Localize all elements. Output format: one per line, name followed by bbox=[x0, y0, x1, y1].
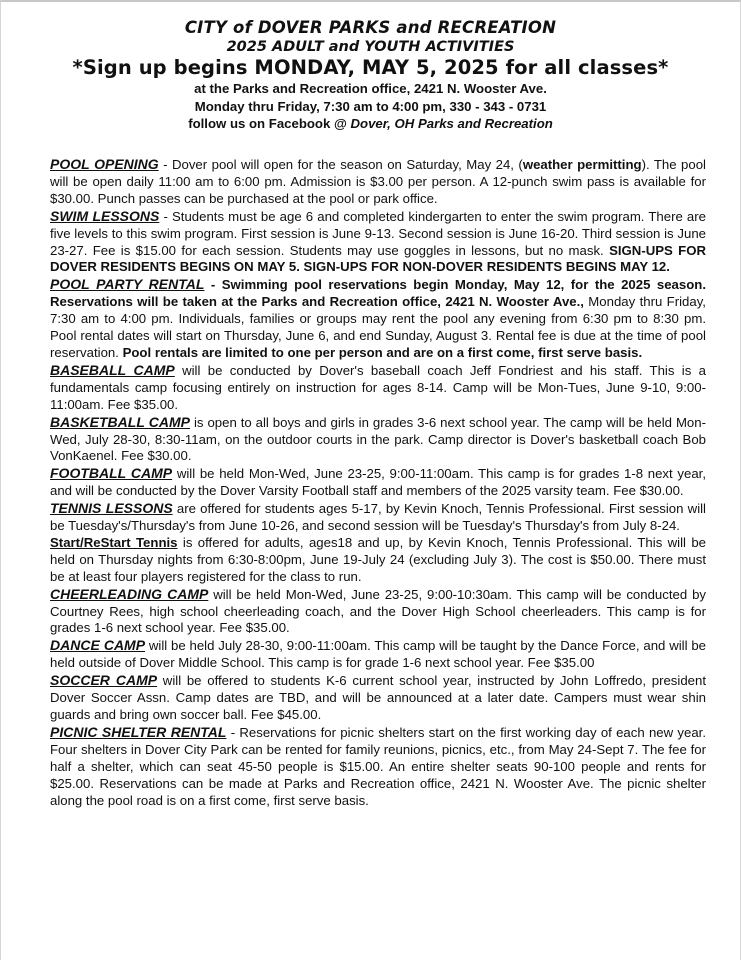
section-text: Monday thru Friday, 7:30 am to 4:00 pm. Individuals, families or groups may rent the pool any evening from 6:30 pm to 8:30 pm. Pool rental dates will start on Thursday, June 6, and end Sunday, August 3. Rental fee is due at the time of pool reservation. bbox=[50, 294, 706, 360]
office-address: at the Parks and Recreation office, 2421 N. Wooster Ave. bbox=[194, 81, 547, 96]
facebook-line bbox=[1, 115, 740, 133]
section-text: is open to all boys and girls in grades 3-6 next school year. The camp will be held Mon-Wed, July 28-30, 8:30-11am, on the outdoor courts in the park. Camp director is Dover's basketball coach Bob VonKaenel. Fee $30.00. bbox=[50, 414, 706, 464]
section-soccer-camp bbox=[50, 672, 706, 724]
section-text: will be held July 28-30, 9:00-11:00am. This camp will be taught by the Dance Force, and will be held outside of Dover Middle School. This camp is for grade 1-6 next school year. Fee $35.00 bbox=[50, 638, 706, 671]
flyer-header bbox=[1, 2, 740, 133]
section-text: is offered for adults, ages18 and up, by Kevin Knoch, Tennis Professional. This will be held on Thursday nights from 6:30-8:00pm, June 19-July 24 (excluding July 3). The cost is $50.00. There must be at least four players registered for the class to run. bbox=[50, 534, 707, 584]
facebook-prefix: follow us on Facebook @ bbox=[188, 116, 351, 131]
activities-list bbox=[50, 156, 706, 809]
section-title: DANCE CAMP bbox=[50, 637, 146, 654]
office-hours-phone: Monday thru Friday, 7:30 am to 4:00 pm, 330 - 343 - 0731 bbox=[194, 98, 547, 114]
section-title: BASEBALL CAMP bbox=[50, 361, 175, 378]
section-title: PICNIC SHELTER RENTAL bbox=[50, 723, 227, 740]
section-text: will be held Mon-Wed, June 23-25, 9:00-11:00am. This camp is for grades 1-8 next year, and will be conducted by the Dover Varsity Football staff and members of the 2025 varsity team. Fee $30.00. bbox=[50, 466, 706, 499]
section-cheerleading-camp bbox=[50, 586, 706, 638]
signup-headline: *Sign up begins MONDAY, MAY 5, 2025 for all classes* bbox=[72, 56, 669, 79]
section-baseball-camp bbox=[50, 362, 706, 414]
section-text: are offered for students ages 5-17, by Kevin Knoch, Tennis Professional. First session will be Tuesday's/Thursday's from June 10-26, and second session will be Tuesday's Thursday's from July 8-24. bbox=[50, 501, 706, 534]
section-text: - Students must be age 6 and completed kindergarten to enter the swim program. There are five levels to this swim program. First session is June 9-13. Second session is June 16-20. Third session is June 23-27. Fee is $15.00 for each session. Students may use goggles in lessons, but no mask. bbox=[50, 208, 706, 258]
section-text: will be offered to students K-6 current school year, instructed by John Loffredo, president Dover Soccer Assn. Camp dates are TBD, and will be announced at a later date. Campers must wear shin guards and bring own soccer ball. Fee $45.00. bbox=[50, 673, 706, 722]
section-emphasis: SIGN-UPS FOR DOVER RESIDENTS BEGINS ON MAY 5. SIGN-UPS FOR NON-DOVER RESIDENTS BEGINS MAY 12. bbox=[50, 242, 707, 275]
section-title: FOOTBALL CAMP bbox=[50, 465, 173, 482]
section-emphasis: weather permitting bbox=[522, 157, 642, 172]
section-football-camp bbox=[50, 465, 706, 500]
section-text: will be conducted by Dover's baseball coach Jeff Fondriest and his staff. This is a fundamentals camp focusing entirely on instruction for ages 8-14. Camp will be Mon-Tues, June 9-10, 9:00-11:00am. Fee $35.00. bbox=[50, 362, 707, 412]
section-tennis-lessons bbox=[50, 500, 706, 535]
section-title: SWIM LESSONS bbox=[50, 207, 160, 224]
section-title: POOL OPENING bbox=[50, 156, 159, 172]
section-emphasis: Pool rentals are limited to one per person and are on a first come, first serve basis. bbox=[122, 344, 643, 360]
section-title: POOL PARTY RENTAL bbox=[50, 276, 205, 293]
section-emphasis: - Swimming pool reservations begin Monday, May 12, for the 2025 season. Reservations will be taken at the Parks and Recreation office, 2421 N. Wooster Ave., bbox=[50, 277, 706, 310]
section-swim-lessons bbox=[50, 208, 706, 277]
section-basketball-camp bbox=[50, 414, 706, 466]
section-dance-camp bbox=[50, 637, 706, 672]
section-text: - Dover pool will open for the season on Saturday, May 24, ( bbox=[158, 157, 523, 172]
section-pool-party-rental bbox=[50, 276, 706, 362]
section-title: BASKETBALL CAMP bbox=[50, 413, 191, 430]
section-picnic-shelter-rental bbox=[50, 724, 706, 810]
section-title: SOCCER CAMP bbox=[50, 672, 158, 689]
org-title: CITY of DOVER PARKS and RECREATION bbox=[184, 18, 557, 37]
section-pool-opening bbox=[50, 156, 706, 208]
facebook-page-name: Dover, OH Parks and Recreation bbox=[350, 116, 553, 131]
section-text: ). The pool will be open daily 11:00 am to 6:00 pm. Admission is $3.00 per person. A 12-punch swim pass is available for $30.00. Punch passes can be purchased at the pool or park office. bbox=[50, 157, 706, 206]
section-text: will be held Mon-Wed, June 23-25, 9:00-10:30am. This camp will be conducted by Courtney Rees, high school cheerleading coach, and the Dover High School cheerleaders. This camp is for grades 1-6 next school year. Fee $35.00. bbox=[50, 586, 706, 636]
section-text: - Reservations for picnic shelters start on the first working day of each new year. Four shelters in Dover City Park can be rented for family reunions, picnics, etc., from May 24-Sept 7. The fee for half a shelter, which can seat 45-50 people is $15.00. An entire shelter seats 90-100 people and rents for $25.00. Reservations can be made at Parks and Recreation office, 2421 N. Wooster Ave. The picnic shelter along the pool road is on a first come, first serve basis. bbox=[50, 724, 706, 808]
section-title: TENNIS LESSONS bbox=[50, 500, 173, 517]
section-title: CHEERLEADING CAMP bbox=[50, 585, 209, 602]
section-restart-tennis bbox=[50, 535, 706, 586]
season-title: 2025 ADULT and YOUTH ACTIVITIES bbox=[226, 39, 515, 55]
section-title: Start/ReStart Tennis bbox=[50, 534, 178, 550]
